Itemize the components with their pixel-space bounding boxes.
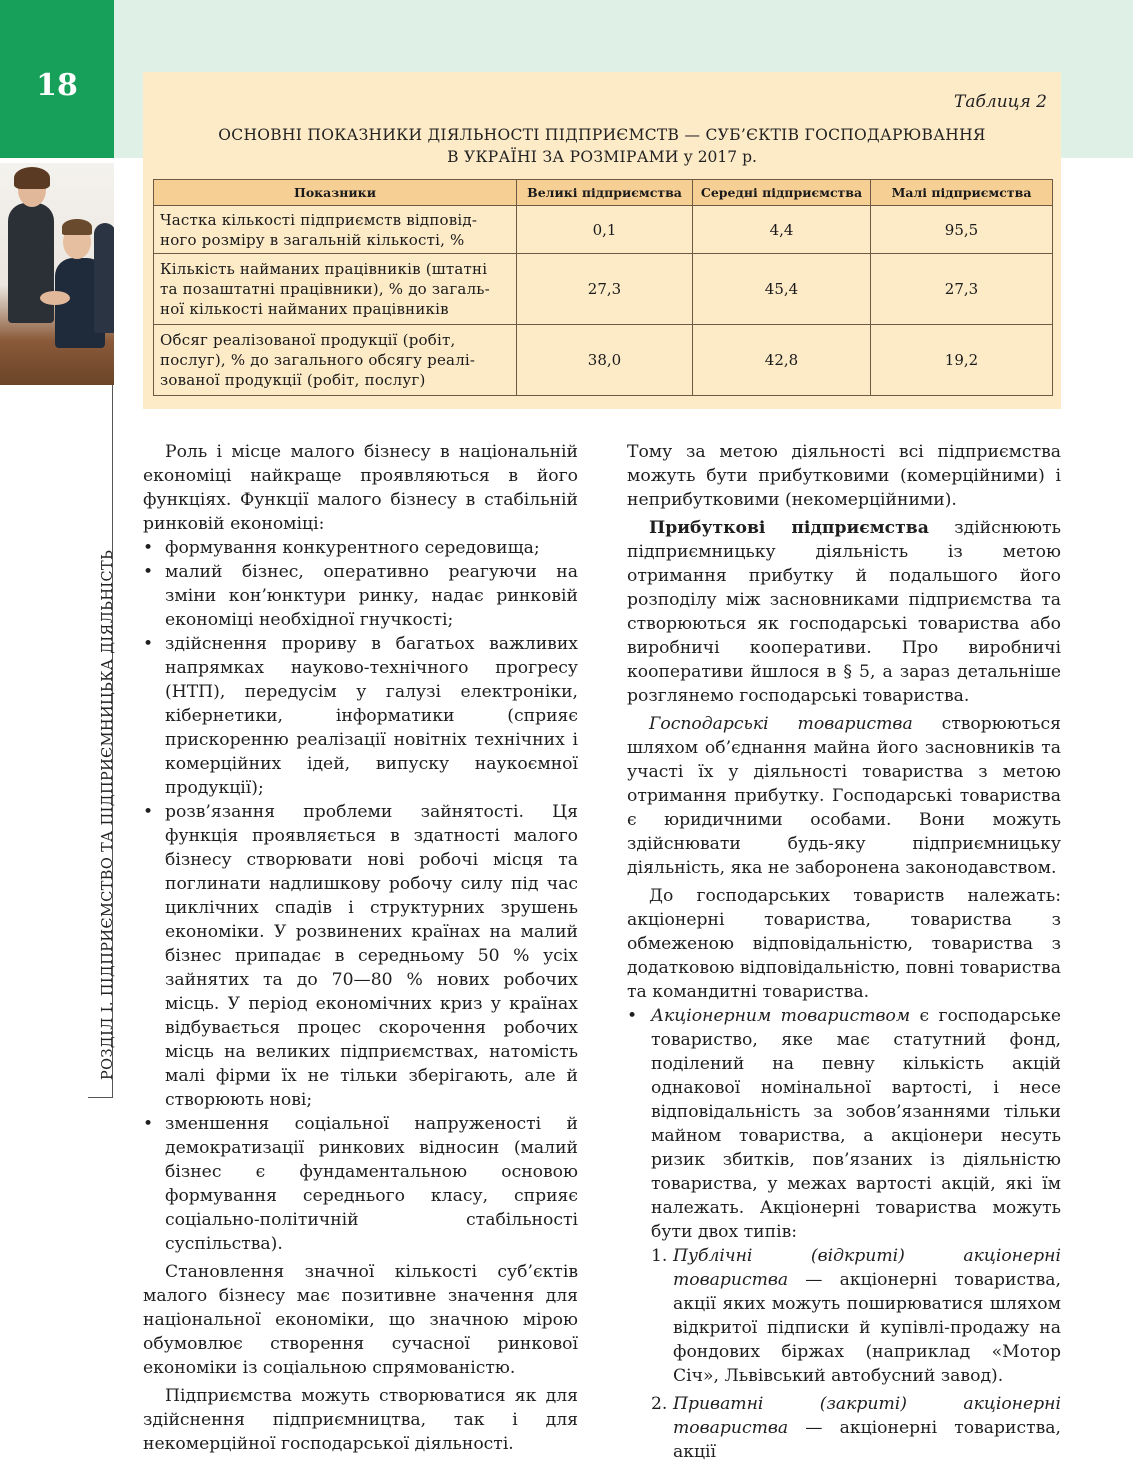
term-bold: Прибуткові підприємства [649, 518, 929, 538]
numbered-item: 2. Приватні (закриті) акціонерні товариства — акціонерні товариства, акції [651, 1394, 1061, 1462]
row-label: Частка кількості підприємств відповід- ного розміру в загальній кількості, % [154, 206, 517, 254]
table-panel [143, 72, 1061, 409]
header-indicators: Показники [154, 180, 517, 206]
cell-medium: 45,4 [693, 254, 871, 325]
cell-small: 27,3 [871, 254, 1053, 325]
list-item: • зменшення соціальної напруженості й демократизації ринкових відносин (малий бізнес є фундаментальною основою формування середнього класу, сприяє соціально-політичній стабільності суспільства). [143, 1112, 578, 1256]
term-italic: Акціонерним товариством [651, 1006, 911, 1026]
list-item: • Акціонерним товариством є господарське товариство, яке має статутний фонд, поділений на певну кількість акцій однакової номінальної вартості, і несе відповідальність за зобов’язаннями тільки майном товариства, а акціонери несуть ризик збитків, пов’язаних із діяльністю товариства, у межах вартості акцій, які їм належать. Акціонерні товариства можуть бути двох типів: [627, 1004, 1061, 1244]
row-label: Обсяг реалізованої продукції (робіт, послуг), % до загального обсягу реалі- зованої продукції (робіт, послуг) [154, 325, 517, 396]
right-text-column [627, 440, 1061, 1464]
list-item: • розв’язання проблеми зайнятості. Ця функція проявляється в здатності малого бізнесу створювати нові робочі місця та поглинати надлишкову робочу силу під час циклічних спадів і структурних зрушень економіки. У розвинених країнах на малий бізнес припадає в середньому 50 % усіх зайнятих та до 70—80 % нових робочих місць. У період економічних криз у країнах відбувається процес скорочення робочих місць на великих підприємствах, натомість малі фірми їх не тільки зберігають, але й створюють нові; [143, 800, 578, 1112]
page-number: 18 [36, 68, 78, 103]
table-row [154, 325, 1053, 396]
business-people-photo [0, 163, 114, 385]
side-rule-tick [88, 1097, 113, 1098]
table-row [154, 206, 1053, 254]
paragraph: Господарські товариства створюються шляхом об’єднання майна його засновників та участі їх у діяльності товариства з метою отримання прибутку. Господарські товариства є юридичними особами. Вони можуть здійснювати будь-яку підприємницьку діяльність, яка не заборонена законодавством. [627, 714, 1061, 878]
table-row [154, 254, 1053, 325]
table-title [143, 124, 1061, 168]
term-italic: Приватні (закриті) акціонерні товариства [673, 1394, 1061, 1438]
header-medium: Середні підприємства [693, 180, 871, 206]
numbered-item: 1. Публічні (відкриті) акціонерні товариства — акціонерні товариства, акції яких можуть поширюватися шляхом відкритої підписки й купівлі-продажу на фондових біржах (наприклад «Мотор Січ», Львівський автобусний завод). [651, 1246, 1061, 1386]
table-title-line2: В УКРАЇНІ ЗА РОЗМІРАМИ у 2017 р. [447, 148, 757, 166]
cell-large: 0,1 [517, 206, 693, 254]
table-caption: Таблиця 2 [954, 92, 1047, 112]
list-item: • малий бізнес, оперативно реагуючи на зміни кон’юнктури ринку, надає ринковій економіці необхідної гнучкості; [143, 560, 578, 632]
cell-medium: 42,8 [693, 325, 871, 396]
header-large: Великі підприємства [517, 180, 693, 206]
list-item: • здійснення прориву в багатьох важливих напрямках науково-технічного прогресу (НТП), передусім у галузі електроніки, кібернетики, інформатики (сприяє прискоренню реалізації новітніх технічних і комерційних ідей, випуску наукоємної продукції); [143, 632, 578, 800]
paragraph: Становлення значної кількості суб’єктів малого бізнесу має позитивне значення для національної економіки, що значною мірою обумовлює створення сучасної ринкової економіки із соціальною спрямованістю. [143, 1262, 578, 1378]
paragraph-intro: Роль і місце малого бізнесу в національній економіці найкраще проявляються в його функціях. Функції малого бізнесу в стабільній ринковій економіці: [143, 442, 578, 534]
cell-small: 95,5 [871, 206, 1053, 254]
paragraph: Тому за метою діяльності всі підприємства можуть бути прибутковими (комерційними) і неприбутковими (некомерційними). [627, 442, 1061, 510]
table-header-row [154, 180, 1053, 206]
paragraph: Прибуткові підприємства здійснюють підприємницьку діяльність із метою отримання прибутку й подальшого його розподілу між засновниками підприємства та створюються як господарські товариства або виробничі кооперативи. Про виробничі кооперативи йшлося в § 5, а зараз детальніше розглянемо господарські товариства. [627, 518, 1061, 706]
term-italic: Господарські товариства [649, 714, 913, 734]
left-text-column [143, 440, 578, 1456]
section-heading-vertical: РОЗДІЛ І. ПІДПРИЄМСТВО ТА ПІДПРИЄМНИЦЬКА ДІЯЛЬНІСТЬ [100, 549, 116, 1080]
term-italic: Публічні (відкриті) акціонерні товариства [673, 1246, 1061, 1290]
list-item: • формування конкурентного середовища; [143, 536, 578, 560]
cell-medium: 4,4 [693, 206, 871, 254]
cell-large: 38,0 [517, 325, 693, 396]
cell-small: 19,2 [871, 325, 1053, 396]
table-title-line1: ОСНОВНІ ПОКАЗНИКИ ДІЯЛЬНОСТІ ПІДПРИЄМСТВ — СУБ’ЄКТІВ ГОСПОДАРЮВАННЯ [218, 126, 986, 144]
cell-large: 27,3 [517, 254, 693, 325]
indicators-table [153, 179, 1053, 396]
paragraph: До господарських товариств належать: акціонерні товариства, товариства з обмеженою відповідальністю, товариства з додатковою відповідальністю, повні товариства та командитні товариства. [627, 886, 1061, 1002]
paragraph: Підприємства можуть створюватися як для здійснення підприємництва, так і для некомерційної господарської діяльності. [143, 1386, 578, 1454]
header-small: Малі підприємства [871, 180, 1053, 206]
row-label: Кількість найманих працівників (штатні та позаштатні працівники), % до загаль- ної кількості найманих працівників [154, 254, 517, 325]
